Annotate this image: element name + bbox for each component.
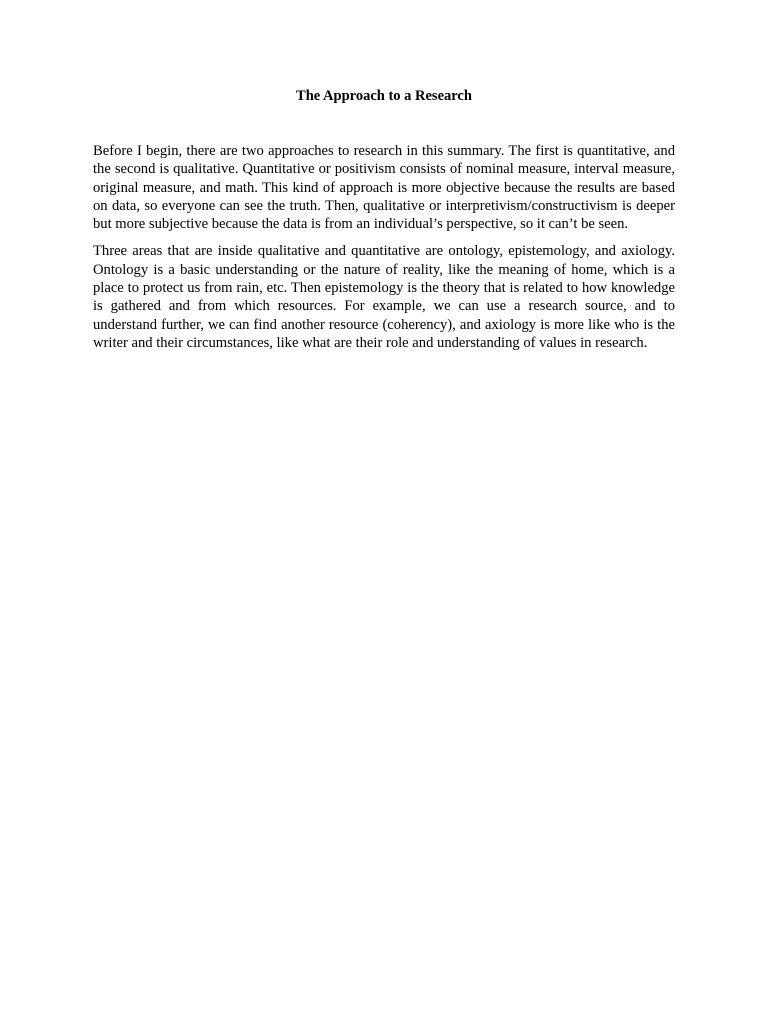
paragraph-ontology-epistemology-axiology: Three areas that are inside qualitative and quantitative are ontology, epistemology, and axiology. Ontology is a basic understanding or the nature of reality, like the meaning of home, which is a place to protect us from rain, etc. Then epistemology is the theory that is related to how knowledge is gathered and from which resources. For example, we can use a research source, and to understand further, we can find another resource (coherency), and axiology is more like who is the writer and their circumstances, like what are their role and understanding of values in research. [93,243,675,351]
paragraph-quantitative-qualitative: Before I begin, there are two approaches to research in this summary. The first is quantitative, and the second is qualitative. Quantitative or positivism consists of nominal measure, interval measure, original measure, and math. This kind of approach is more objective because the results are based on data, so everyone can see the truth. Then, qualitative or interpretivism/constructivism is deeper but more subjective because the data is from an individual’s perspective, so it can’t be seen. [93,143,675,233]
document-body [93,142,675,361]
document-title: The Approach to a Research [296,88,472,104]
